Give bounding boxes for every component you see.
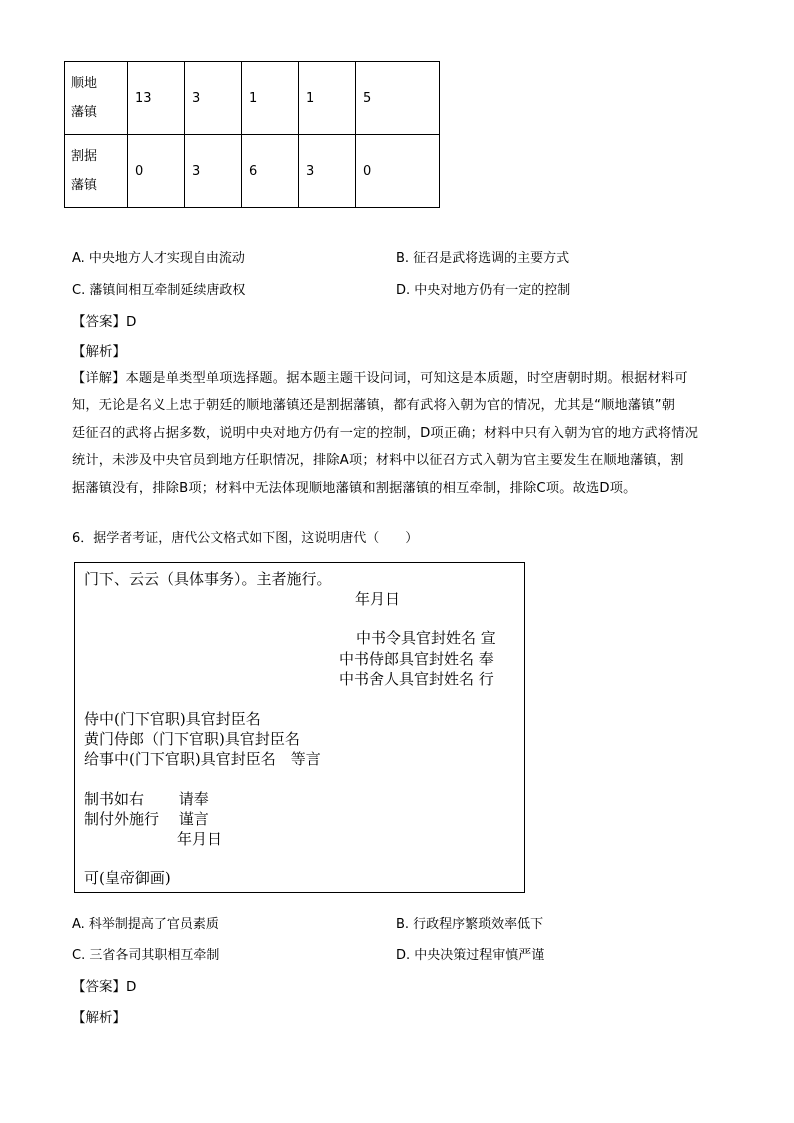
doc-line: 黄门侍郎（门下官职)具官封臣名	[84, 730, 300, 748]
doc-line: 可(皇帝御画)	[84, 869, 171, 887]
officials-stats-table	[64, 61, 440, 208]
answer-tag: 【答案】	[72, 314, 126, 330]
doc-line: 侍中(门下官职)具官封臣名	[84, 710, 261, 728]
answer-value: D	[126, 314, 137, 330]
table-row	[65, 135, 440, 208]
table-cell: 3	[185, 135, 242, 208]
row-header	[65, 135, 128, 208]
q6-option-a: A. 科举制提高了官员素质	[72, 917, 219, 932]
q5-option-c: C. 藩镇间相互牵制延续唐政权	[72, 283, 246, 298]
table-cell: 3	[299, 135, 356, 208]
q5-detail-paragraph	[72, 365, 724, 502]
table-cell: 6	[242, 135, 299, 208]
q6-option-b: B. 行政程序繁琐效率低下	[396, 917, 544, 932]
table-cell: 5	[356, 62, 440, 135]
doc-signature: 中书令具官封姓名 宣	[356, 629, 496, 647]
q6-stem: 6．据学者考证，唐代公文格式如下图，这说明唐代（ ）	[72, 531, 419, 546]
q5-option-b: B. 征召是武将选调的主要方式	[396, 251, 570, 266]
doc-line: 制书如右 请奉	[84, 790, 209, 808]
doc-line: 制付外施行 谨言	[84, 810, 209, 828]
q5-answer	[72, 310, 136, 330]
row-header	[65, 62, 128, 135]
table-cell: 13	[128, 62, 185, 135]
detail-line: 【详解】本题是单类型单项选择题。据本题主题干设问词，可知这是本质题，时空唐朝时期。根据材料可	[72, 371, 688, 386]
detail-line: 统计，未涉及中央官员到地方任职情况，排除A项；材料中以征召方式入朝为官主要发生在顺地藩镇，割	[72, 453, 684, 469]
q6-answer	[72, 975, 136, 995]
row-header-line: 藩镇	[71, 178, 98, 193]
answer-value: D	[126, 979, 137, 995]
detail-line: 廷征召的武将占据多数，说明中央对地方仍有一定的控制，D项正确；材料中只有入朝为官的地方武将情况	[72, 425, 699, 441]
table-row	[65, 62, 440, 135]
table-cell: 1	[299, 62, 356, 135]
tang-document-format-box	[74, 562, 525, 893]
doc-signature: 中书侍郎具官封姓名 奉	[339, 650, 494, 668]
doc-line: 门下、云云（具体事务）。主者施行。	[84, 570, 332, 588]
row-header-line: 顺地	[71, 76, 98, 91]
q5-analysis-tag: 【解析】	[72, 344, 126, 360]
doc-date: 年月日	[177, 830, 223, 848]
q5-option-a: A. 中央地方人才实现自由流动	[72, 251, 245, 266]
doc-signature: 中书舍人具官封姓名 行	[339, 670, 494, 688]
row-header-line: 藩镇	[71, 105, 98, 120]
detail-line: 知，无论是名义上忠于朝廷的顺地藩镇还是割据藩镇，都有武将入朝为官的情况，尤其是“顺地藩镇”朝	[72, 398, 676, 414]
q6-analysis-tag: 【解析】	[72, 1010, 126, 1026]
doc-line: 给事中(门下官职)具官封臣名 等言	[84, 750, 321, 768]
q5-option-d: D. 中央对地方仍有一定的控制	[396, 283, 571, 298]
answer-tag: 【答案】	[72, 979, 126, 995]
detail-line: 据藩镇没有，排除B项；材料中无法体现顺地藩镇和割据藩镇的相互牵制，排除C项。故选D项。	[72, 480, 637, 496]
table-cell: 0	[128, 135, 185, 208]
table-cell: 1	[242, 62, 299, 135]
doc-date: 年月日	[355, 590, 401, 608]
table-cell: 0	[356, 135, 440, 208]
table-cell: 3	[185, 62, 242, 135]
q6-option-c: C. 三省各司其职相互牵制	[72, 948, 220, 963]
row-header-line: 割据	[71, 149, 98, 164]
q6-option-d: D. 中央决策过程审慎严谨	[396, 948, 545, 963]
